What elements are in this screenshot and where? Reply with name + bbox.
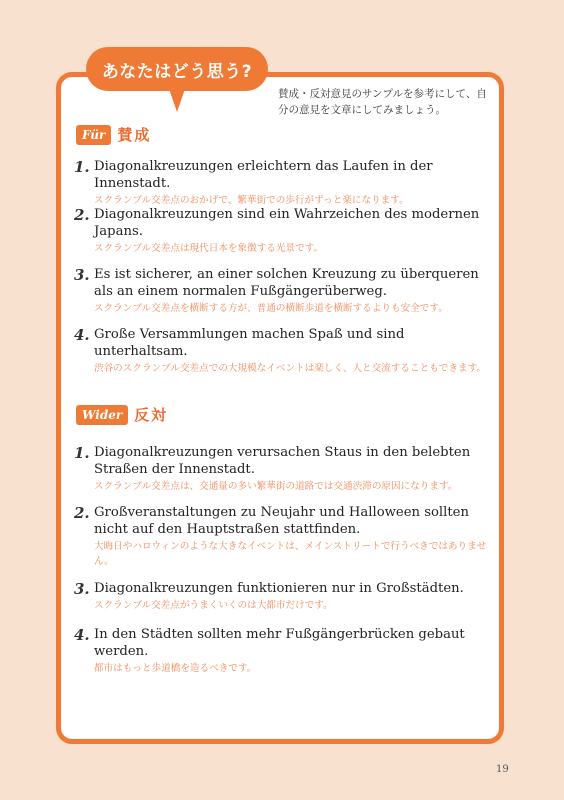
pro-section-header <box>76 124 151 145</box>
item-number: 4. <box>74 326 90 344</box>
japanese-translation: スクランブル交差点は、交通量の多い繁華街の道路では交通渋滞の原因になります。 <box>94 481 458 492</box>
pro-item-4 <box>74 326 494 376</box>
japanese-translation: スクランブル交差点がうまくいくのは大都市だけです。 <box>94 600 333 611</box>
german-sentence: In den Städten sollten mehr Fußgängerbrücken gebaut werden. <box>94 627 465 659</box>
contra-item-4 <box>74 626 494 676</box>
contra-section-header <box>76 404 168 425</box>
item-number: 4. <box>74 626 90 644</box>
german-sentence: Diagonalkreuzungen erleichtern das Laufen in der Innenstadt. <box>94 159 433 191</box>
contra-item-3 <box>74 580 494 613</box>
pro-label: 賛成 <box>117 126 152 144</box>
page-number: 19 <box>496 764 509 775</box>
german-sentence: Große Versammlungen machen Spaß und sind unterhaltsam. <box>94 327 405 359</box>
item-number: 3. <box>74 580 90 598</box>
speech-bubble-tail <box>168 86 186 112</box>
german-sentence: Diagonalkreuzungen sind ein Wahrzeichen des modernen Japans. <box>94 207 480 239</box>
japanese-translation: スクランブル交差点を横断する方が、普通の横断歩道を横断するよりも安全です。 <box>94 303 448 314</box>
bubble-title: あなたはどう思う? <box>101 61 253 82</box>
japanese-translation: 渋谷のスクランブル交差点での大規模なイベントは楽しく、人と交流することもできます。 <box>94 363 486 374</box>
item-number: 1. <box>74 158 90 176</box>
pro-item-3 <box>74 266 494 316</box>
japanese-translation: スクランブル交差点は現代日本を象徴する光景です。 <box>94 243 324 254</box>
speech-bubble <box>86 47 268 91</box>
pro-item-1 <box>74 158 494 208</box>
contra-item-2 <box>74 504 494 569</box>
item-number: 1. <box>74 444 90 462</box>
item-number: 2. <box>74 504 90 522</box>
german-sentence: Diagonalkreuzungen verursachen Staus in den belebten Straßen der Innenstadt. <box>94 445 471 477</box>
instruction-text: 賛成・反対意見のサンプルを参考にして、自分の意見を文章にしてみましょう。 <box>278 88 487 116</box>
german-sentence: Es ist sicherer, an einer solchen Kreuzung zu überqueren als an einem normalen Fußgängerüberweg. <box>94 267 479 299</box>
japanese-translation: 大晦日やハロウィンのような大きなイベントは、メインストリートで行うべきではありません。 <box>94 541 487 567</box>
japanese-translation: 都市はもっと歩道橋を造るべきです。 <box>94 663 257 674</box>
item-number: 3. <box>74 266 90 284</box>
pro-tag: Für <box>76 125 111 145</box>
japanese-translation: スクランブル交差点のおかげで、繁華街での歩行がずっと楽になります。 <box>94 195 409 206</box>
german-sentence: Diagonalkreuzungen funktionieren nur in Großstädten. <box>94 581 464 596</box>
pro-item-2 <box>74 206 494 256</box>
contra-label: 反対 <box>134 406 169 424</box>
contra-item-1 <box>74 444 494 494</box>
contra-tag: Wider <box>76 405 128 425</box>
item-number: 2. <box>74 206 90 224</box>
german-sentence: Großveranstaltungen zu Neujahr und Halloween sollten nicht auf den Hauptstraßen stattfinden. <box>94 505 469 537</box>
